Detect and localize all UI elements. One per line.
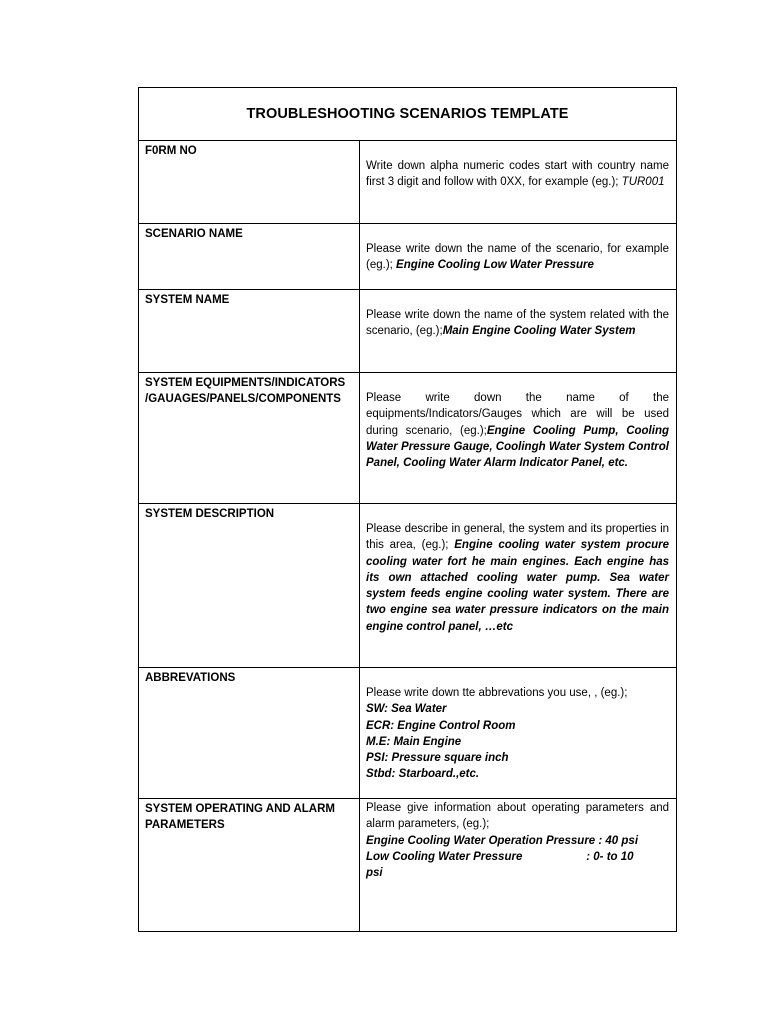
table-row [139, 290, 677, 373]
abbreviation-item: M.E: Main Engine [366, 735, 462, 748]
table-row [139, 224, 677, 290]
title-cell [139, 88, 677, 141]
description-text: Please give information about operating parameters and alarm parameters, (eg.); [366, 802, 670, 831]
row-label: SYSTEM OPERATING AND ALARM PARAMETERS [139, 799, 360, 932]
description-text: Please write down tte abbrevations you use, , (eg.); [366, 687, 628, 699]
description-text: Please write down the name of the scenario, for example (eg.); [366, 243, 670, 272]
troubleshooting-template-table [138, 87, 677, 932]
description-text: Please write down the name of the system related with the scenario, (eg.); [366, 309, 670, 338]
row-label: F0RM NO [139, 141, 360, 224]
example-text: Main Engine Cooling Water System [442, 325, 636, 338]
abbreviation-item: Stbd: Starboard.,etc. [366, 768, 480, 781]
abbreviation-item: ECR: Engine Control Room [366, 719, 516, 732]
row-description [360, 373, 677, 504]
description-text: Please describe in general, the system and its properties in this area, (eg.); [366, 523, 670, 552]
table-row [139, 799, 677, 932]
table-row [139, 668, 677, 799]
document-title: TROUBLESHOOTING SCENARIOS TEMPLATE [246, 106, 569, 122]
row-description [360, 799, 677, 932]
row-description [360, 224, 677, 290]
row-description [360, 668, 677, 799]
row-description [360, 504, 677, 668]
row-label: SYSTEM DESCRIPTION [139, 504, 360, 668]
description-text: Write down alpha numeric codes start with country name first 3 digit and follow with 0XX, for example (eg.); [366, 160, 670, 189]
abbreviation-item: SW: Sea Water [366, 703, 447, 716]
description-text: Please write down the name of the equipments/Indicators/Gauges which are will be used during scenario, (eg.); [366, 392, 670, 437]
parameter-item: Engine Cooling Water Operation Pressure : 40 psi [366, 834, 639, 847]
title-row [139, 88, 677, 141]
example-text: Engine cooling water system procure cooling water fort he main engines. Each engine has its own attached cooling water pump. Sea water system feeds engine cooling water system. There are two engine sea water pressure indicators on the main engine control panel, …etc [366, 539, 670, 633]
abbreviation-item: PSI: Pressure square inch [366, 752, 509, 765]
parameter-item: psi [366, 867, 383, 880]
example-text: Engine Cooling Low Water Pressure [396, 259, 594, 272]
table-row [139, 141, 677, 224]
parameter-item: Low Cooling Water Pressure : 0- to 10 [366, 850, 634, 863]
row-description [360, 290, 677, 373]
row-label: SYSTEM NAME [139, 290, 360, 373]
example-text: TUR001 [621, 176, 665, 189]
table-row [139, 504, 677, 668]
example-text: Engine Cooling Pump, Cooling Water Pressure Gauge, Coolingh Water System Control Panel, Cooling Water Alarm Indicator Panel, etc. [366, 424, 670, 470]
row-label: SYSTEM EQUIPMENTS/INDICATORS /GAUAGES/PANELS/COMPONENTS [139, 373, 360, 504]
row-description [360, 141, 677, 224]
row-label: ABBREVATIONS [139, 668, 360, 799]
row-label: SCENARIO NAME [139, 224, 360, 290]
table-row [139, 373, 677, 504]
